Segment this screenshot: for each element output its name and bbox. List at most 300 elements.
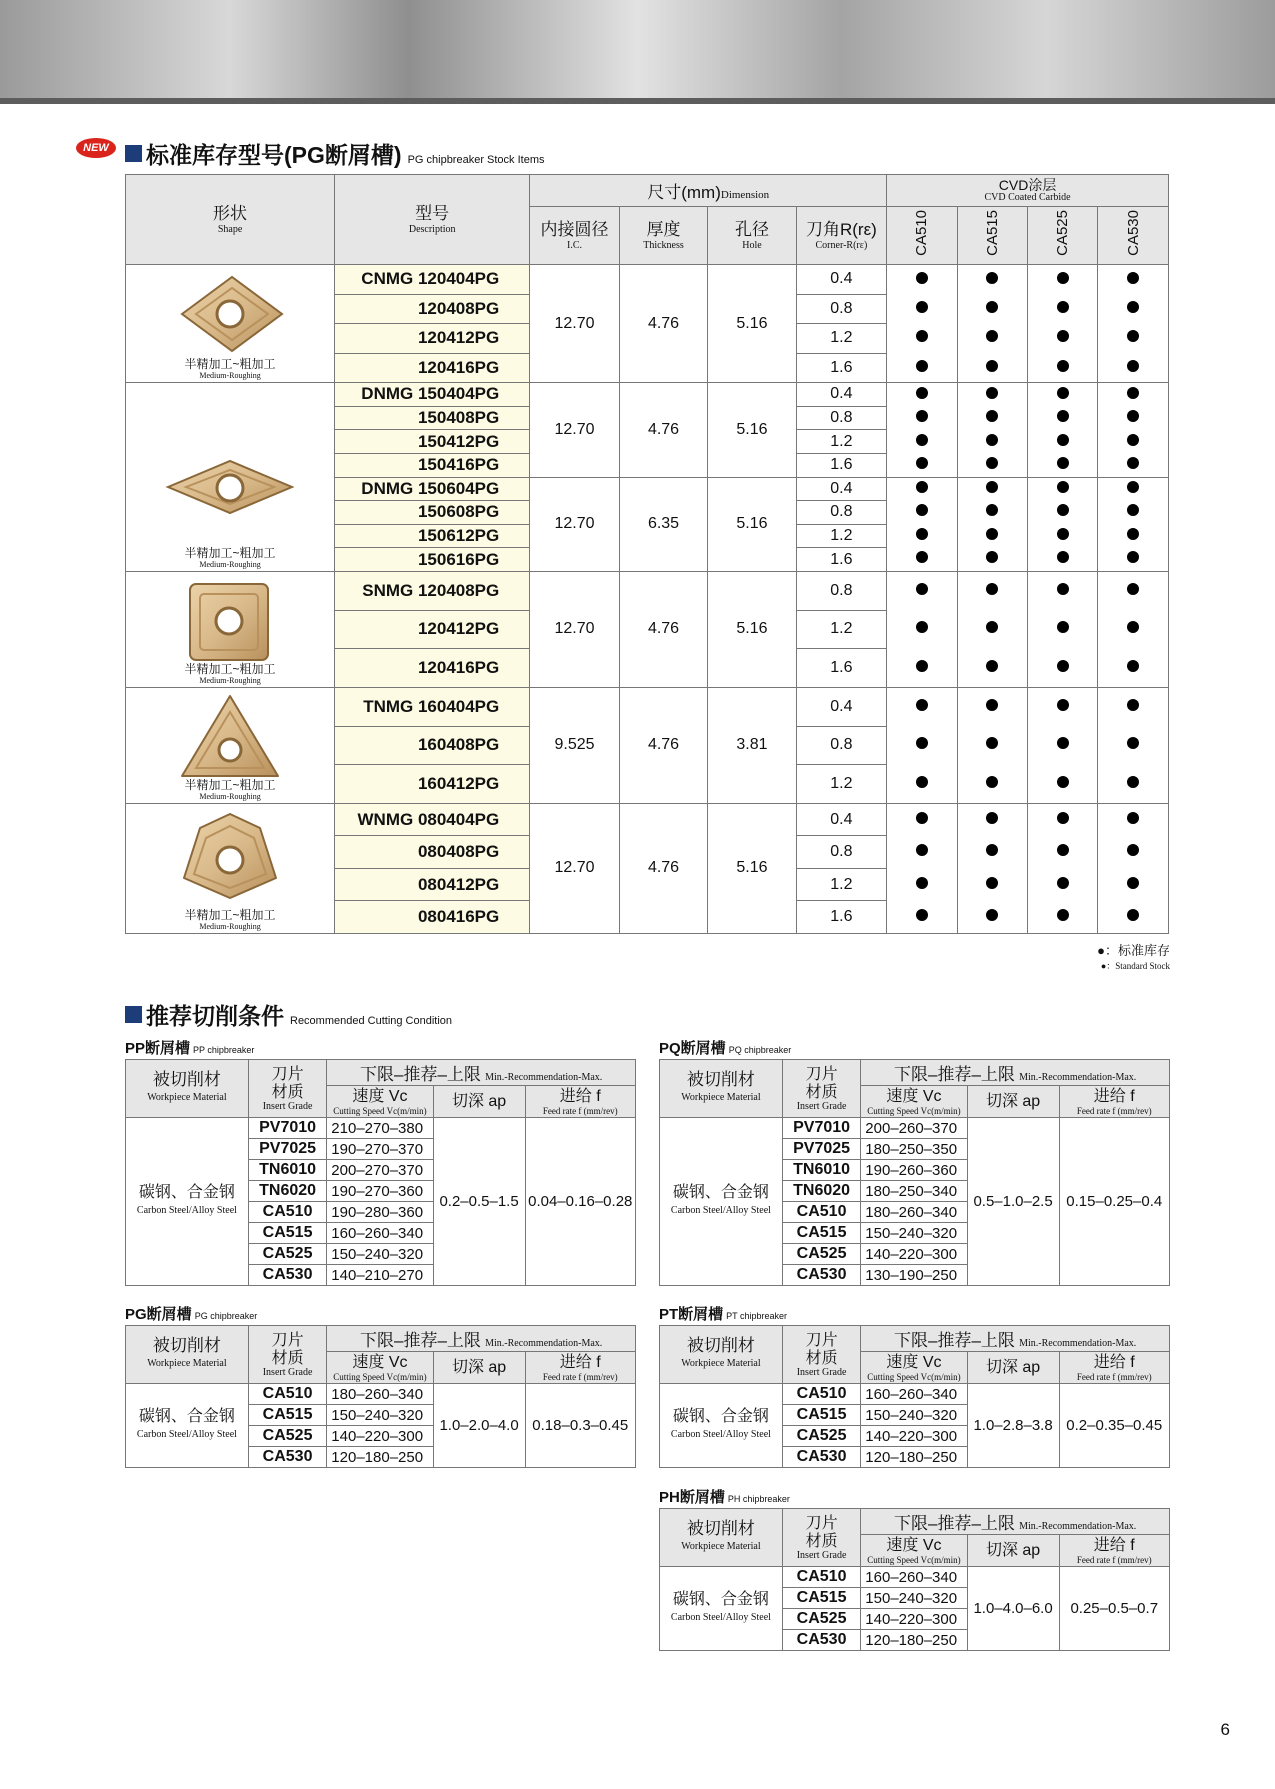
grade-cell: CA525 [782,1244,860,1265]
stock-dot-icon [1057,699,1069,711]
stock-dot-cell [1028,406,1098,430]
header-banner [0,0,1275,104]
stock-row [126,572,1169,611]
feed-cell: 0.2–0.35–0.45 [1059,1384,1170,1468]
grade-cell: CA510 [248,1202,326,1223]
description-cell: 120416PG [335,353,530,383]
grade-cell: CA525 [782,1426,860,1447]
header-grade: CA530 [1098,207,1169,265]
ic-cell: 12.70 [530,803,620,933]
stock-dot-cell [1098,649,1169,688]
description-cell: 120412PG [335,610,530,649]
speed-cell: 140–220–300 [861,1244,967,1265]
hole-cell: 3.81 [708,687,796,803]
header-depth: 切深 ap [967,1535,1059,1567]
header-speed: 速度 Vc Cutting Speed Vc(m/min) [327,1352,433,1384]
stock-dot-icon [986,583,998,595]
stock-dot-icon [1127,621,1139,633]
stock-dot-cell [957,501,1027,525]
stock-dot-icon [986,528,998,540]
stock-dot-cell [957,836,1027,869]
stock-dot-cell [887,501,957,525]
stock-dot-cell [887,803,957,836]
speed-cell: 150–240–320 [327,1244,433,1265]
cut-table-title: PP断屑槽 PP chipbreaker [125,1040,255,1057]
thickness-cell: 4.76 [619,265,708,383]
speed-cell: 120–180–250 [861,1447,967,1468]
header-shape: 形状 Shape [126,175,335,265]
depth-cell: 0.2–0.5–1.5 [433,1118,525,1286]
grade-cell: PV7010 [248,1118,326,1139]
cnmg-insert-icon [170,269,290,361]
stock-dot-cell [957,572,1027,611]
stock-dot-icon [986,434,998,446]
stock-dot-icon [1127,360,1139,372]
header-workpiece: 被切削材 Workpiece Material [126,1326,249,1384]
stock-dot-cell [1028,324,1098,354]
description-cell: 150416PG [335,453,530,477]
stock-dot-icon [1057,410,1069,422]
hole-cell: 5.16 [708,803,796,933]
header-insert-grade: 刀片 材质 Insert Grade [782,1509,860,1567]
grade-cell: CA525 [782,1609,860,1630]
stock-dot-icon [986,272,998,284]
grade-cell: CA525 [248,1244,326,1265]
grade-cell: TN6020 [248,1181,326,1202]
stock-dot-cell [957,868,1027,901]
stock-dot-cell [957,649,1027,688]
thickness-cell: 6.35 [619,477,708,572]
stock-row [126,383,1169,407]
stock-dot-cell [887,406,957,430]
thickness-cell: 4.76 [619,383,708,478]
description-cell: 160412PG [335,765,530,804]
stock-dot-icon [1127,660,1139,672]
grade-cell: CA510 [782,1384,860,1405]
stock-dot-icon [1057,301,1069,313]
description-cell: 160408PG [335,726,530,765]
description-cell: TNMG 160404PG [335,687,530,726]
header-range: 下限–推荐–上限 Min.-Recommendation-Max. [861,1060,1170,1086]
header-feed: 进给 f Feed rate f (mm/rev) [525,1352,636,1384]
description-cell: CNMG 120404PG [335,265,530,295]
stock-dot-cell [1028,524,1098,548]
description-cell: 120416PG [335,649,530,688]
stock-dot-icon [916,528,928,540]
stock-dot-icon [986,481,998,493]
grade-cell: CA510 [248,1384,326,1405]
feed-cell: 0.18–0.3–0.45 [525,1384,636,1468]
grade-cell: CA530 [782,1265,860,1286]
grade-cell: PV7010 [782,1118,860,1139]
corner-cell: 1.2 [796,765,886,804]
stock-dot-cell [1098,430,1169,454]
speed-cell: 140–220–300 [327,1426,433,1447]
stock-dot-icon [986,330,998,342]
corner-cell: 1.6 [796,901,886,934]
grade-cell: CA515 [782,1223,860,1244]
stock-dot-icon [1057,528,1069,540]
stock-dot-icon [1057,330,1069,342]
stock-dot-icon [986,504,998,516]
corner-cell: 1.2 [796,610,886,649]
stock-dot-icon [1057,909,1069,921]
speed-cell: 190–280–360 [327,1202,433,1223]
stock-dot-icon [986,360,998,372]
header-thickness: 厚度 Thickness [619,207,708,265]
shape-cell [126,803,335,933]
stock-row [126,803,1169,836]
stock-dot-cell [1098,265,1169,295]
stock-dot-cell [887,687,957,726]
stock-dot-icon [986,877,998,889]
speed-cell: 180–260–340 [327,1384,433,1405]
stock-dot-icon [1127,909,1139,921]
speed-cell: 190–260–360 [861,1160,967,1181]
corner-cell: 0.8 [796,294,886,324]
stock-dot-icon [1127,410,1139,422]
stock-dot-cell [1028,901,1098,934]
speed-cell: 210–270–380 [327,1118,433,1139]
stock-dot-cell [1098,836,1169,869]
stock-dot-cell [1098,324,1169,354]
stock-dot-cell [1098,501,1169,525]
stock-dot-icon [986,551,998,563]
stock-dot-icon [1057,812,1069,824]
stock-dot-cell [887,524,957,548]
description-cell: 150408PG [335,406,530,430]
stock-dot-cell [1098,524,1169,548]
stock-dot-icon [916,551,928,563]
stock-dot-cell [957,265,1027,295]
stock-dot-icon [1057,272,1069,284]
shape-caption: 半精加工~粗加工 Medium-Roughing [184,661,276,685]
stock-dot-cell [1028,649,1098,688]
speed-cell: 180–250–340 [861,1181,967,1202]
stock-dot-icon [916,844,928,856]
corner-cell: 1.2 [796,430,886,454]
header-insert-grade: 刀片 材质 Insert Grade [782,1060,860,1118]
description-cell: DNMG 150604PG [335,477,530,501]
stock-dot-icon [1127,776,1139,788]
stock-dot-icon [1057,387,1069,399]
stock-dot-cell [1098,610,1169,649]
grade-cell: CA525 [248,1426,326,1447]
shape-cell [126,383,335,572]
stock-dot-cell [957,765,1027,804]
stock-dot-cell [957,610,1027,649]
corner-cell: 0.8 [796,836,886,869]
grade-cell: CA515 [782,1588,860,1609]
workpiece-cell: 碳钢、合金钢 Carbon Steel/Alloy Steel [660,1567,783,1651]
stock-dot-cell [887,294,957,324]
hole-cell: 5.16 [708,477,796,572]
stock-dot-icon [986,410,998,422]
stock-dot-icon [916,481,928,493]
header-insert-grade: 刀片 材质 Insert Grade [248,1060,326,1118]
description-cell: WNMG 080404PG [335,803,530,836]
speed-cell: 120–180–250 [327,1447,433,1468]
speed-cell: 200–260–370 [861,1118,967,1139]
stock-dot-cell [1098,477,1169,501]
stock-dot-icon [916,434,928,446]
ic-cell: 12.70 [530,383,620,478]
section-title-cutting: 推荐切削条件 Recommended Cutting Condition [125,998,452,1031]
description-cell: 120412PG [335,324,530,354]
stock-dot-icon [916,504,928,516]
cutting-condition-table [659,1325,1170,1468]
stock-dot-icon [1057,360,1069,372]
shape-cell [126,572,335,688]
speed-cell: 190–270–370 [327,1139,433,1160]
shape-cell [126,265,335,383]
header-feed: 进给 f Feed rate f (mm/rev) [1059,1535,1170,1567]
tnmg-insert-icon [170,692,290,784]
stock-dot-cell [1098,765,1169,804]
legend: ●：标准库存 ●：Standard Stock [1097,943,1170,971]
stock-dot-icon [916,583,928,595]
header-description: 型号 Description [335,175,530,265]
dnmg-insert-icon [164,443,296,535]
depth-cell: 1.0–4.0–6.0 [967,1567,1059,1651]
new-badge: NEW [76,138,116,158]
stock-dot-icon [986,844,998,856]
header-speed: 速度 Vc Cutting Speed Vc(m/min) [861,1086,967,1118]
header-range: 下限–推荐–上限 Min.-Recommendation-Max. [327,1060,636,1086]
cut-row [126,1384,636,1405]
header-speed: 速度 Vc Cutting Speed Vc(m/min) [861,1352,967,1384]
stock-dot-cell [1098,294,1169,324]
stock-dot-icon [1127,272,1139,284]
corner-cell: 0.8 [796,726,886,765]
stock-dot-icon [986,699,998,711]
stock-dot-cell [887,649,957,688]
workpiece-cell: 碳钢、合金钢 Carbon Steel/Alloy Steel [660,1384,783,1468]
ic-cell: 9.525 [530,687,620,803]
stock-dot-icon [1057,551,1069,563]
speed-cell: 140–210–270 [327,1265,433,1286]
workpiece-cell: 碳钢、合金钢 Carbon Steel/Alloy Steel [660,1118,783,1286]
speed-cell: 150–240–320 [861,1223,967,1244]
stock-dot-cell [1028,868,1098,901]
stock-dot-icon [916,457,928,469]
header-feed: 进给 f Feed rate f (mm/rev) [525,1086,636,1118]
corner-cell: 1.6 [796,649,886,688]
header-depth: 切深 ap [967,1352,1059,1384]
stock-dot-icon [1127,457,1139,469]
stock-dot-icon [916,330,928,342]
stock-dot-icon [1127,812,1139,824]
stock-dot-cell [887,353,957,383]
speed-cell: 160–260–340 [861,1384,967,1405]
description-cell: 080412PG [335,868,530,901]
cut-table-title: PT断屑槽 PT chipbreaker [659,1306,788,1323]
header-depth: 切深 ap [433,1086,525,1118]
stock-dot-icon [1057,583,1069,595]
grade-cell: CA530 [248,1447,326,1468]
stock-dot-icon [1127,528,1139,540]
grade-cell: PV7025 [782,1139,860,1160]
grade-cell: CA515 [248,1405,326,1426]
corner-cell: 0.8 [796,572,886,611]
stock-dot-cell [1028,430,1098,454]
stock-dot-cell [1028,803,1098,836]
stock-dot-cell [957,294,1027,324]
corner-cell: 1.6 [796,453,886,477]
stock-dot-icon [986,621,998,633]
depth-cell: 1.0–2.0–4.0 [433,1384,525,1468]
grade-cell: TN6010 [782,1160,860,1181]
stock-dot-icon [916,877,928,889]
header-range: 下限–推荐–上限 Min.-Recommendation-Max. [861,1326,1170,1352]
stock-dot-cell [1098,803,1169,836]
stock-dot-icon [916,660,928,672]
stock-dot-cell [1028,726,1098,765]
stock-dot-icon [1057,621,1069,633]
description-cell: 080408PG [335,836,530,869]
thickness-cell: 4.76 [619,687,708,803]
grade-cell: CA510 [782,1567,860,1588]
stock-row [126,687,1169,726]
grade-cell: PV7025 [248,1139,326,1160]
feed-cell: 0.25–0.5–0.7 [1059,1567,1170,1651]
ic-cell: 12.70 [530,477,620,572]
description-cell: 120408PG [335,294,530,324]
cut-table-title: PQ断屑槽 PQ chipbreaker [659,1040,792,1057]
stock-table [125,174,1169,934]
stock-dot-icon [1127,330,1139,342]
stock-dot-cell [1028,836,1098,869]
header-feed: 进给 f Feed rate f (mm/rev) [1059,1086,1170,1118]
stock-dot-icon [1127,699,1139,711]
corner-cell: 1.2 [796,868,886,901]
stock-dot-cell [957,430,1027,454]
stock-dot-cell [957,524,1027,548]
stock-dot-icon [1127,737,1139,749]
cutting-condition-table [659,1508,1170,1651]
shape-cell [126,687,335,803]
description-cell: 150608PG [335,501,530,525]
grade-cell: CA510 [782,1202,860,1223]
stock-dot-cell [1028,477,1098,501]
corner-cell: 0.4 [796,687,886,726]
stock-dot-icon [916,410,928,422]
corner-cell: 0.4 [796,265,886,295]
stock-dot-icon [986,776,998,788]
stock-dot-icon [986,660,998,672]
page-number: 6 [1220,1720,1230,1739]
cut-table-title: PH断屑槽 PH chipbreaker [659,1489,790,1506]
header-speed: 速度 Vc Cutting Speed Vc(m/min) [861,1535,967,1567]
header-range: 下限–推荐–上限 Min.-Recommendation-Max. [327,1326,636,1352]
header-hole: 孔径 Hole [708,207,796,265]
description-cell: 150616PG [335,548,530,572]
stock-dot-icon [916,776,928,788]
stock-dot-icon [1057,776,1069,788]
stock-dot-cell [957,548,1027,572]
corner-cell: 0.4 [796,477,886,501]
stock-dot-icon [1127,504,1139,516]
stock-dot-icon [916,272,928,284]
stock-dot-cell [1098,548,1169,572]
stock-dot-cell [1098,453,1169,477]
stock-dot-icon [916,301,928,313]
stock-dot-cell [957,324,1027,354]
stock-dot-cell [1098,572,1169,611]
hole-cell: 5.16 [708,572,796,688]
depth-cell: 0.5–1.0–2.5 [967,1118,1059,1286]
depth-cell: 1.0–2.8–3.8 [967,1384,1059,1468]
grade-cell: CA530 [782,1630,860,1651]
header-range: 下限–推荐–上限 Min.-Recommendation-Max. [861,1509,1170,1535]
grade-cell: CA515 [248,1223,326,1244]
header-cvd: CVD涂层 CVD Coated Carbide [887,175,1169,207]
stock-dot-icon [916,360,928,372]
stock-dot-cell [1028,265,1098,295]
stock-dot-icon [1057,877,1069,889]
stock-dot-cell [1028,453,1098,477]
speed-cell: 140–220–300 [861,1426,967,1447]
stock-dot-cell [1098,406,1169,430]
speed-cell: 150–240–320 [327,1405,433,1426]
stock-dot-cell [1028,687,1098,726]
stock-dot-icon [1127,877,1139,889]
stock-dot-cell [1028,572,1098,611]
stock-dot-icon [1057,434,1069,446]
header-depth: 切深 ap [967,1086,1059,1118]
speed-cell: 150–240–320 [861,1405,967,1426]
stock-dot-icon [986,909,998,921]
header-workpiece: 被切削材 Workpiece Material [660,1326,783,1384]
stock-dot-icon [1057,504,1069,516]
stock-dot-cell [887,477,957,501]
speed-cell: 180–250–350 [861,1139,967,1160]
stock-dot-cell [957,453,1027,477]
stock-dot-icon [986,457,998,469]
wnmg-insert-icon [170,808,290,900]
speed-cell: 140–220–300 [861,1609,967,1630]
corner-cell: 1.2 [796,524,886,548]
stock-dot-icon [916,812,928,824]
header-feed: 进给 f Feed rate f (mm/rev) [1059,1352,1170,1384]
stock-dot-cell [887,548,957,572]
stock-dot-icon [1057,737,1069,749]
workpiece-cell: 碳钢、合金钢 Carbon Steel/Alloy Steel [126,1118,249,1286]
description-cell: SNMG 120408PG [335,572,530,611]
corner-cell: 0.8 [796,501,886,525]
cutting-condition-table [125,1325,636,1468]
stock-dot-icon [916,737,928,749]
ic-cell: 12.70 [530,572,620,688]
stock-dot-cell [1098,383,1169,407]
stock-dot-cell [957,383,1027,407]
thickness-cell: 4.76 [619,803,708,933]
stock-dot-cell [887,383,957,407]
stock-dot-cell [887,453,957,477]
grade-cell: CA530 [248,1265,326,1286]
stock-dot-cell [957,687,1027,726]
header-ic: 内接圆径 I.C. [530,207,620,265]
stock-dot-cell [887,726,957,765]
workpiece-cell: 碳钢、合金钢 Carbon Steel/Alloy Steel [126,1384,249,1468]
shape-caption: 半精加工~粗加工 Medium-Roughing [184,907,276,931]
cut-table-title: PG断屑槽 PG chipbreaker [125,1306,258,1323]
stock-dot-cell [887,868,957,901]
stock-dot-icon [1057,660,1069,672]
corner-cell: 1.2 [796,324,886,354]
stock-dot-icon [986,301,998,313]
stock-dot-cell [1028,501,1098,525]
